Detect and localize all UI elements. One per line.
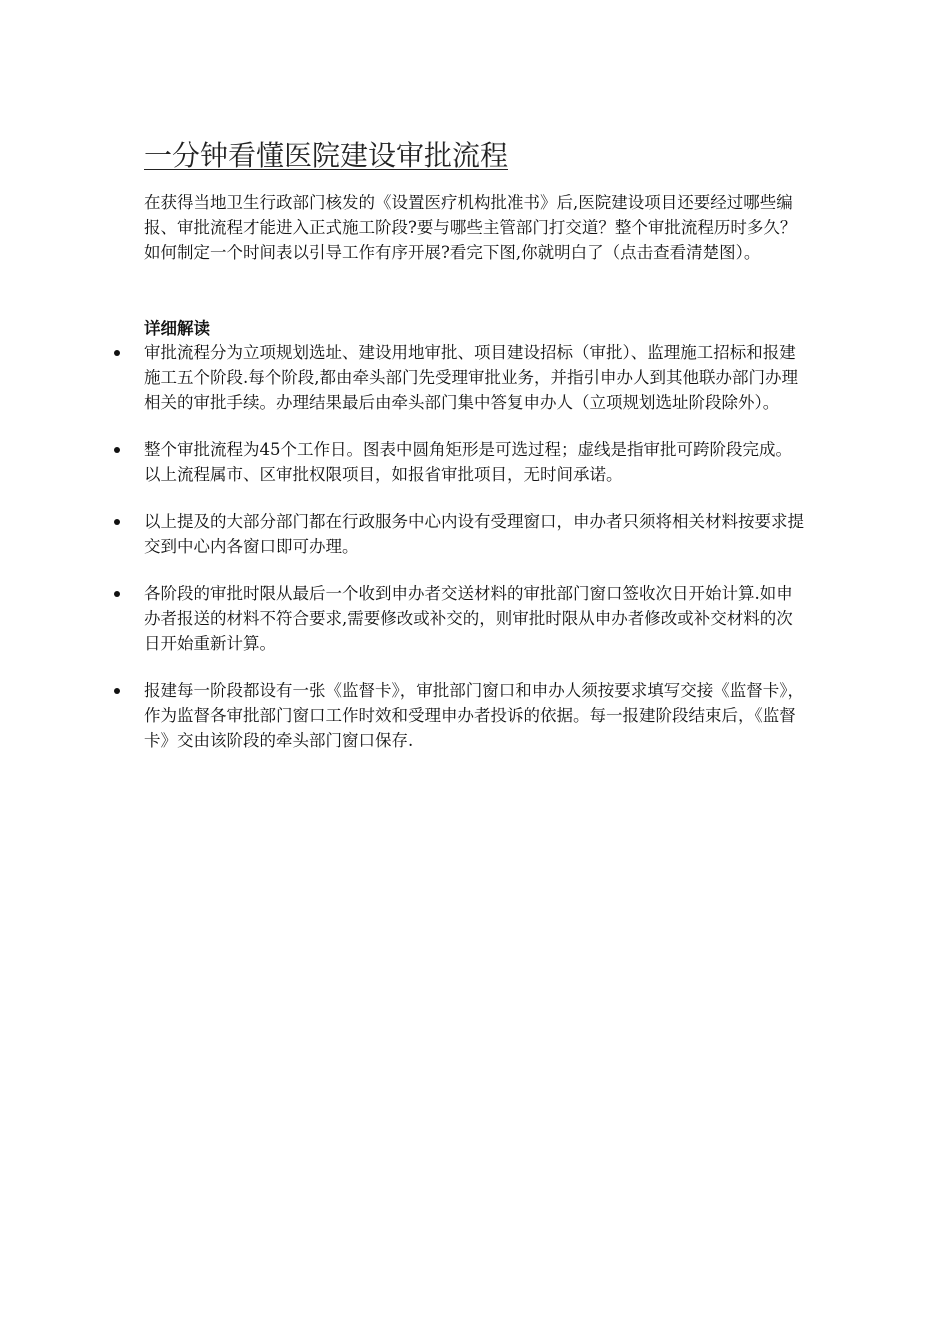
- list-item: [0, 437, 808, 487]
- bullet-icon: [114, 591, 120, 597]
- bullet-icon: [114, 447, 120, 453]
- list-item: [0, 509, 808, 559]
- bullet-text: 以上提及的大部分部门都在行政服务中心内设有受理窗口，申办者只须将相关材料按要求提交到中心内各窗口即可办理。: [144, 512, 804, 556]
- bullet-list: [0, 340, 950, 775]
- bullet-icon: [114, 688, 120, 694]
- bullet-text: 各阶段的审批时限从最后一个收到申办者交送材料的审批部门窗口签收次日开始计算.如申办者报送的材料不符合要求,需要修改或补交的，则审批时限从申办者修改或补交材料的次日开始重新计算。: [144, 584, 793, 653]
- bullet-icon: [114, 519, 120, 525]
- bullet-text: 报建每一阶段都设有一张《监督卡》，审批部门窗口和申办人须按要求填写交接《监督卡》，作为监督各审批部门窗口工作时效和受理申办者投诉的依据。每一报建阶段结束后，《监督卡》交由该阶段的牵头部门窗口保存.: [144, 681, 804, 750]
- list-item: [0, 678, 808, 753]
- list-item: [0, 340, 808, 415]
- intro-paragraph: 在获得当地卫生行政部门核发的《设置医疗机构批准书》后,医院建设项目还要经过哪些编报、审批流程才能进入正式施工阶段?要与哪些主管部门打交道？整个审批流程历时多久？如何制定一个时间表以引导工作有序开展?看完下图,你就明白了（点击查看清楚图）。: [144, 193, 797, 262]
- bullet-icon: [114, 350, 120, 356]
- page-title: 一分钟看懂医院建设审批流程: [144, 139, 509, 172]
- bullet-text: 整个审批流程为45个工作日。图表中圆角矩形是可选过程；虚线是指审批可跨阶段完成。以上流程属市、区审批权限项目，如报省审批项目，无时间承诺。: [144, 440, 792, 484]
- bullet-text: 审批流程分为立项规划选址、建设用地审批、项目建设招标（审批）、监理施工招标和报建施工五个阶段.每个阶段,都由牵头部门先受理审批业务，并指引申办人到其他联办部门办理相关的审批手续。办理结果最后由牵头部门集中答复申办人（立项规划选址阶段除外）。: [144, 343, 798, 412]
- section-heading: 详细解读: [144, 319, 210, 338]
- list-item: [0, 581, 808, 656]
